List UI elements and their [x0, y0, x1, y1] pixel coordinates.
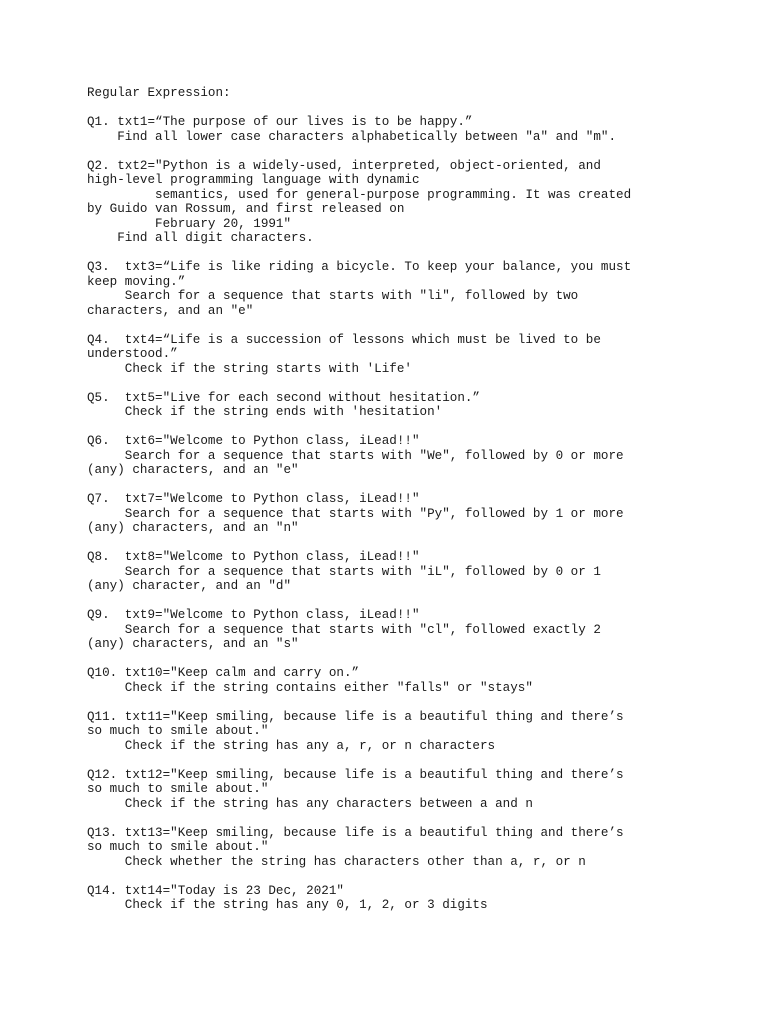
question-13: [87, 826, 687, 870]
question-11: [87, 710, 687, 754]
question-1: [87, 115, 687, 144]
question-text-line: keep moving.”: [87, 274, 186, 289]
question-heading: Q7. txt7="Welcome to Python class, iLead!!": [87, 492, 420, 506]
question-list: [87, 115, 687, 913]
question-text-line: Check whether the string has characters other than a, r, or n: [87, 854, 586, 869]
question-text-line: Check if the string has any 0, 1, 2, or 3 digits: [87, 898, 488, 912]
question-text-line: so much to smile about.": [87, 782, 269, 796]
question-heading: Q14. txt14="Today is 23 Dec, 2021": [87, 883, 344, 898]
question-text-line: by Guido van Rossum, and first released on: [87, 202, 405, 216]
question-text-line: so much to smile about.": [87, 724, 269, 738]
question-4: [87, 333, 687, 377]
question-heading: Q10. txt10="Keep calm and carry on.”: [87, 666, 360, 680]
question-text-line: (any) characters, and an "s": [87, 637, 299, 651]
question-heading: Q11. txt11="Keep smiling, because life is a beautiful thing and there’s: [87, 709, 624, 724]
question-text-line: semantics, used for general-purpose programming. It was created: [87, 187, 632, 202]
question-heading: Q6. txt6="Welcome to Python class, iLead!!": [87, 434, 420, 448]
question-text-line: Search for a sequence that starts with "Py", followed by 1 or more: [87, 506, 624, 521]
question-heading: Q1. txt1=“The purpose of our lives is to be happy.”: [87, 115, 473, 129]
question-text-line: (any) character, and an "d": [87, 579, 292, 593]
question-text-line: Check if the string starts with 'Life': [87, 361, 412, 376]
question-text-line: Check if the string ends with 'hesitation': [87, 405, 443, 419]
question-text-line: (any) characters, and an "e": [87, 463, 299, 477]
question-text-line: Search for a sequence that starts with "cl", followed exactly 2: [87, 622, 601, 637]
question-text-line: high-level programming language with dynamic: [87, 173, 420, 187]
question-text-line: Find all digit characters.: [87, 231, 314, 245]
question-heading: Q9. txt9="Welcome to Python class, iLead!!": [87, 608, 420, 622]
question-text-line: so much to smile about.": [87, 840, 269, 854]
question-heading: Q2. txt2="Python is a widely-used, interpreted, object-oriented, and: [87, 158, 601, 173]
question-heading: Q3. txt3=“Life is like riding a bicycle. To keep your balance, you must: [87, 260, 632, 274]
document-title: Regular Expression:: [87, 86, 231, 100]
question-text-line: (any) characters, and an "n": [87, 521, 299, 535]
question-text-line: Search for a sequence that starts with "iL", followed by 0 or 1: [87, 564, 601, 579]
question-9: [87, 608, 687, 652]
question-3: [87, 260, 687, 318]
question-2: [87, 159, 687, 246]
question-heading: Q5. txt5="Live for each second without hesitation.”: [87, 390, 480, 405]
question-12: [87, 768, 687, 812]
question-text-line: Find all lower case characters alphabetically between "a" and "m".: [87, 129, 617, 144]
question-heading: Q4. txt4=“Life is a succession of lessons which must be lived to be: [87, 332, 601, 347]
question-text-line: understood.”: [87, 347, 178, 361]
question-text-line: Check if the string has any a, r, or n characters: [87, 738, 496, 753]
question-7: [87, 492, 687, 536]
question-text-line: Search for a sequence that starts with "li", followed by two: [87, 289, 579, 303]
question-text-line: Check if the string has any characters between a and n: [87, 796, 533, 811]
document-body: [87, 86, 687, 927]
question-text-line: February 20, 1991": [87, 216, 292, 231]
question-text-line: characters, and an "e": [87, 303, 254, 318]
question-heading: Q13. txt13="Keep smiling, because life is a beautiful thing and there’s: [87, 825, 624, 840]
question-14: [87, 884, 687, 913]
question-heading: Q8. txt8="Welcome to Python class, iLead!!": [87, 550, 420, 564]
question-8: [87, 550, 687, 594]
question-6: [87, 434, 687, 478]
question-text-line: Check if the string contains either "falls" or "stays": [87, 680, 533, 695]
question-10: [87, 666, 687, 695]
question-text-line: Search for a sequence that starts with "We", followed by 0 or more: [87, 448, 624, 463]
question-heading: Q12. txt12="Keep smiling, because life is a beautiful thing and there’s: [87, 767, 624, 782]
question-5: [87, 391, 687, 420]
